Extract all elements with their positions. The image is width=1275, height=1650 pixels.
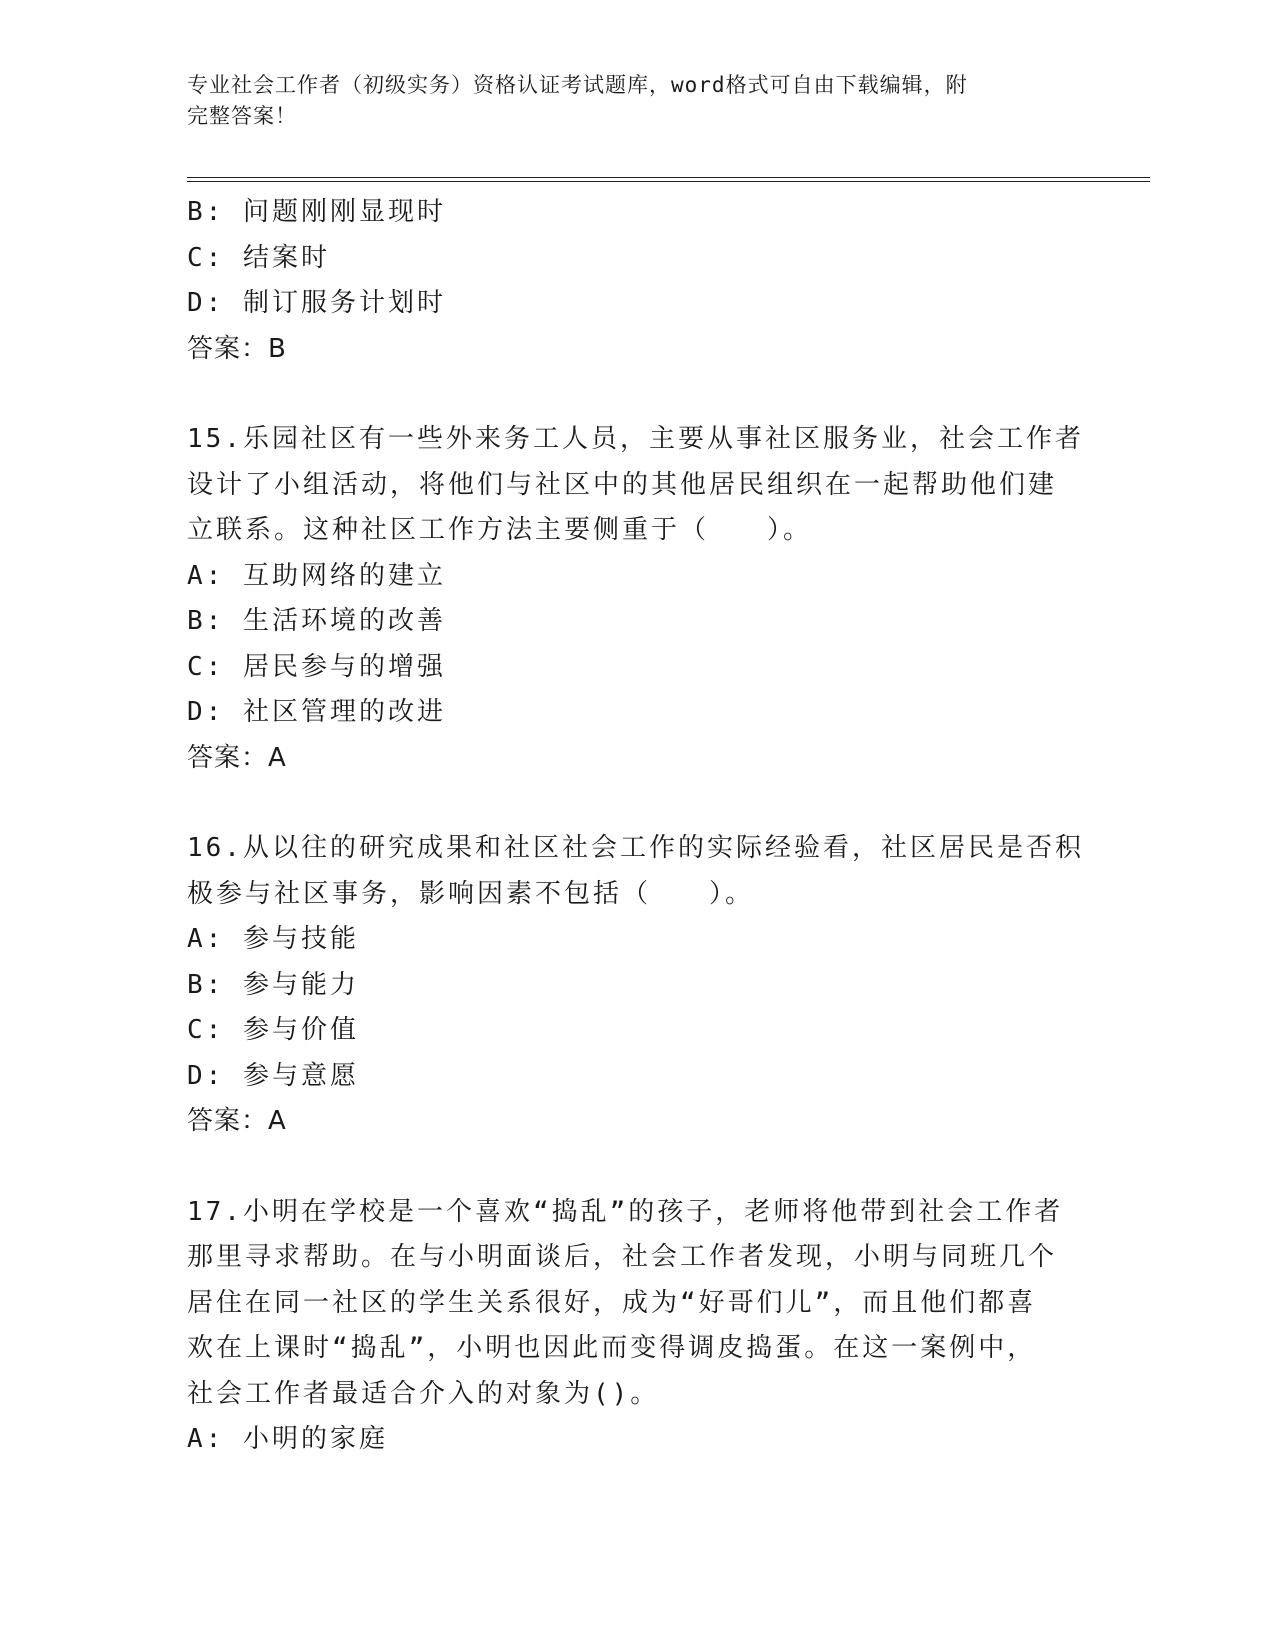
- spacer: [187, 781, 1087, 826]
- option-c: C: 参与价值: [187, 1015, 359, 1045]
- question-text-line: 16.从以往的研究成果和社区社会工作的实际经验看，社区居民是否积: [187, 833, 1084, 863]
- option-a: A: 互助网络的建立: [187, 560, 446, 591]
- answer-line: 答案：A: [187, 742, 287, 773]
- option-c: C: 结案时: [187, 242, 330, 273]
- question-content: [187, 190, 1087, 1463]
- question-text-line: 居住在同一社区的学生关系很好，成为“好哥们儿”，而且他们都喜: [187, 1287, 1037, 1318]
- header-divider-bottom: [187, 181, 1150, 182]
- question-text-line: 立联系。这种社区工作方法主要侧重于（ ）。: [187, 515, 813, 545]
- option-d: D: 社区管理的改进: [187, 697, 446, 727]
- question-text-line: 欢在上课时“捣乱”，小明也因此而变得调皮捣蛋。在这一案例中，: [187, 1333, 1037, 1363]
- question-text-line: 设计了小组活动，将他们与社区中的其他居民组织在一起帮助他们建: [187, 469, 1058, 500]
- option-a: A: 小明的家庭: [187, 1424, 388, 1454]
- spacer: [187, 1145, 1087, 1190]
- option-d: D: 制订服务计划时: [187, 288, 446, 318]
- header-divider-top: [187, 177, 1150, 178]
- question-text-line: 15.乐园社区有一些外来务工人员，主要从事社区服务业，社会工作者: [187, 424, 1084, 454]
- spacer: [187, 372, 1087, 417]
- question-text-line: 极参与社区事务，影响因素不包括（ ）。: [187, 878, 755, 909]
- option-b: B: 参与能力: [187, 969, 359, 1000]
- question-16: [187, 826, 1087, 1145]
- question-15: [187, 417, 1087, 781]
- page-header: [187, 70, 1067, 132]
- answer-line: 答案：B: [187, 333, 287, 364]
- question-text-line: 那里寻求帮助。在与小明面谈后，社会工作者发现，小明与同班几个: [187, 1242, 1058, 1272]
- question-fragment: [187, 190, 1087, 372]
- option-a: A: 参与技能: [187, 924, 359, 954]
- header-line-1: 专业社会工作者（初级实务）资格认证考试题库，word格式可自由下载编辑，附: [187, 73, 968, 97]
- option-b: B: 生活环境的改善: [187, 606, 446, 636]
- question-text-line: 社会工作者最适合介入的对象为()。: [187, 1378, 660, 1409]
- question-17: [187, 1190, 1087, 1463]
- header-line-2: 完整答案！: [187, 104, 297, 128]
- answer-line: 答案：A: [187, 1106, 287, 1136]
- option-c: C: 居民参与的增强: [187, 651, 446, 682]
- question-text-line: 17.小明在学校是一个喜欢“捣乱”的孩子，老师将他带到社会工作者: [187, 1196, 1064, 1227]
- option-b: B: 问题刚刚显现时: [187, 197, 446, 227]
- option-d: D: 参与意愿: [187, 1060, 359, 1091]
